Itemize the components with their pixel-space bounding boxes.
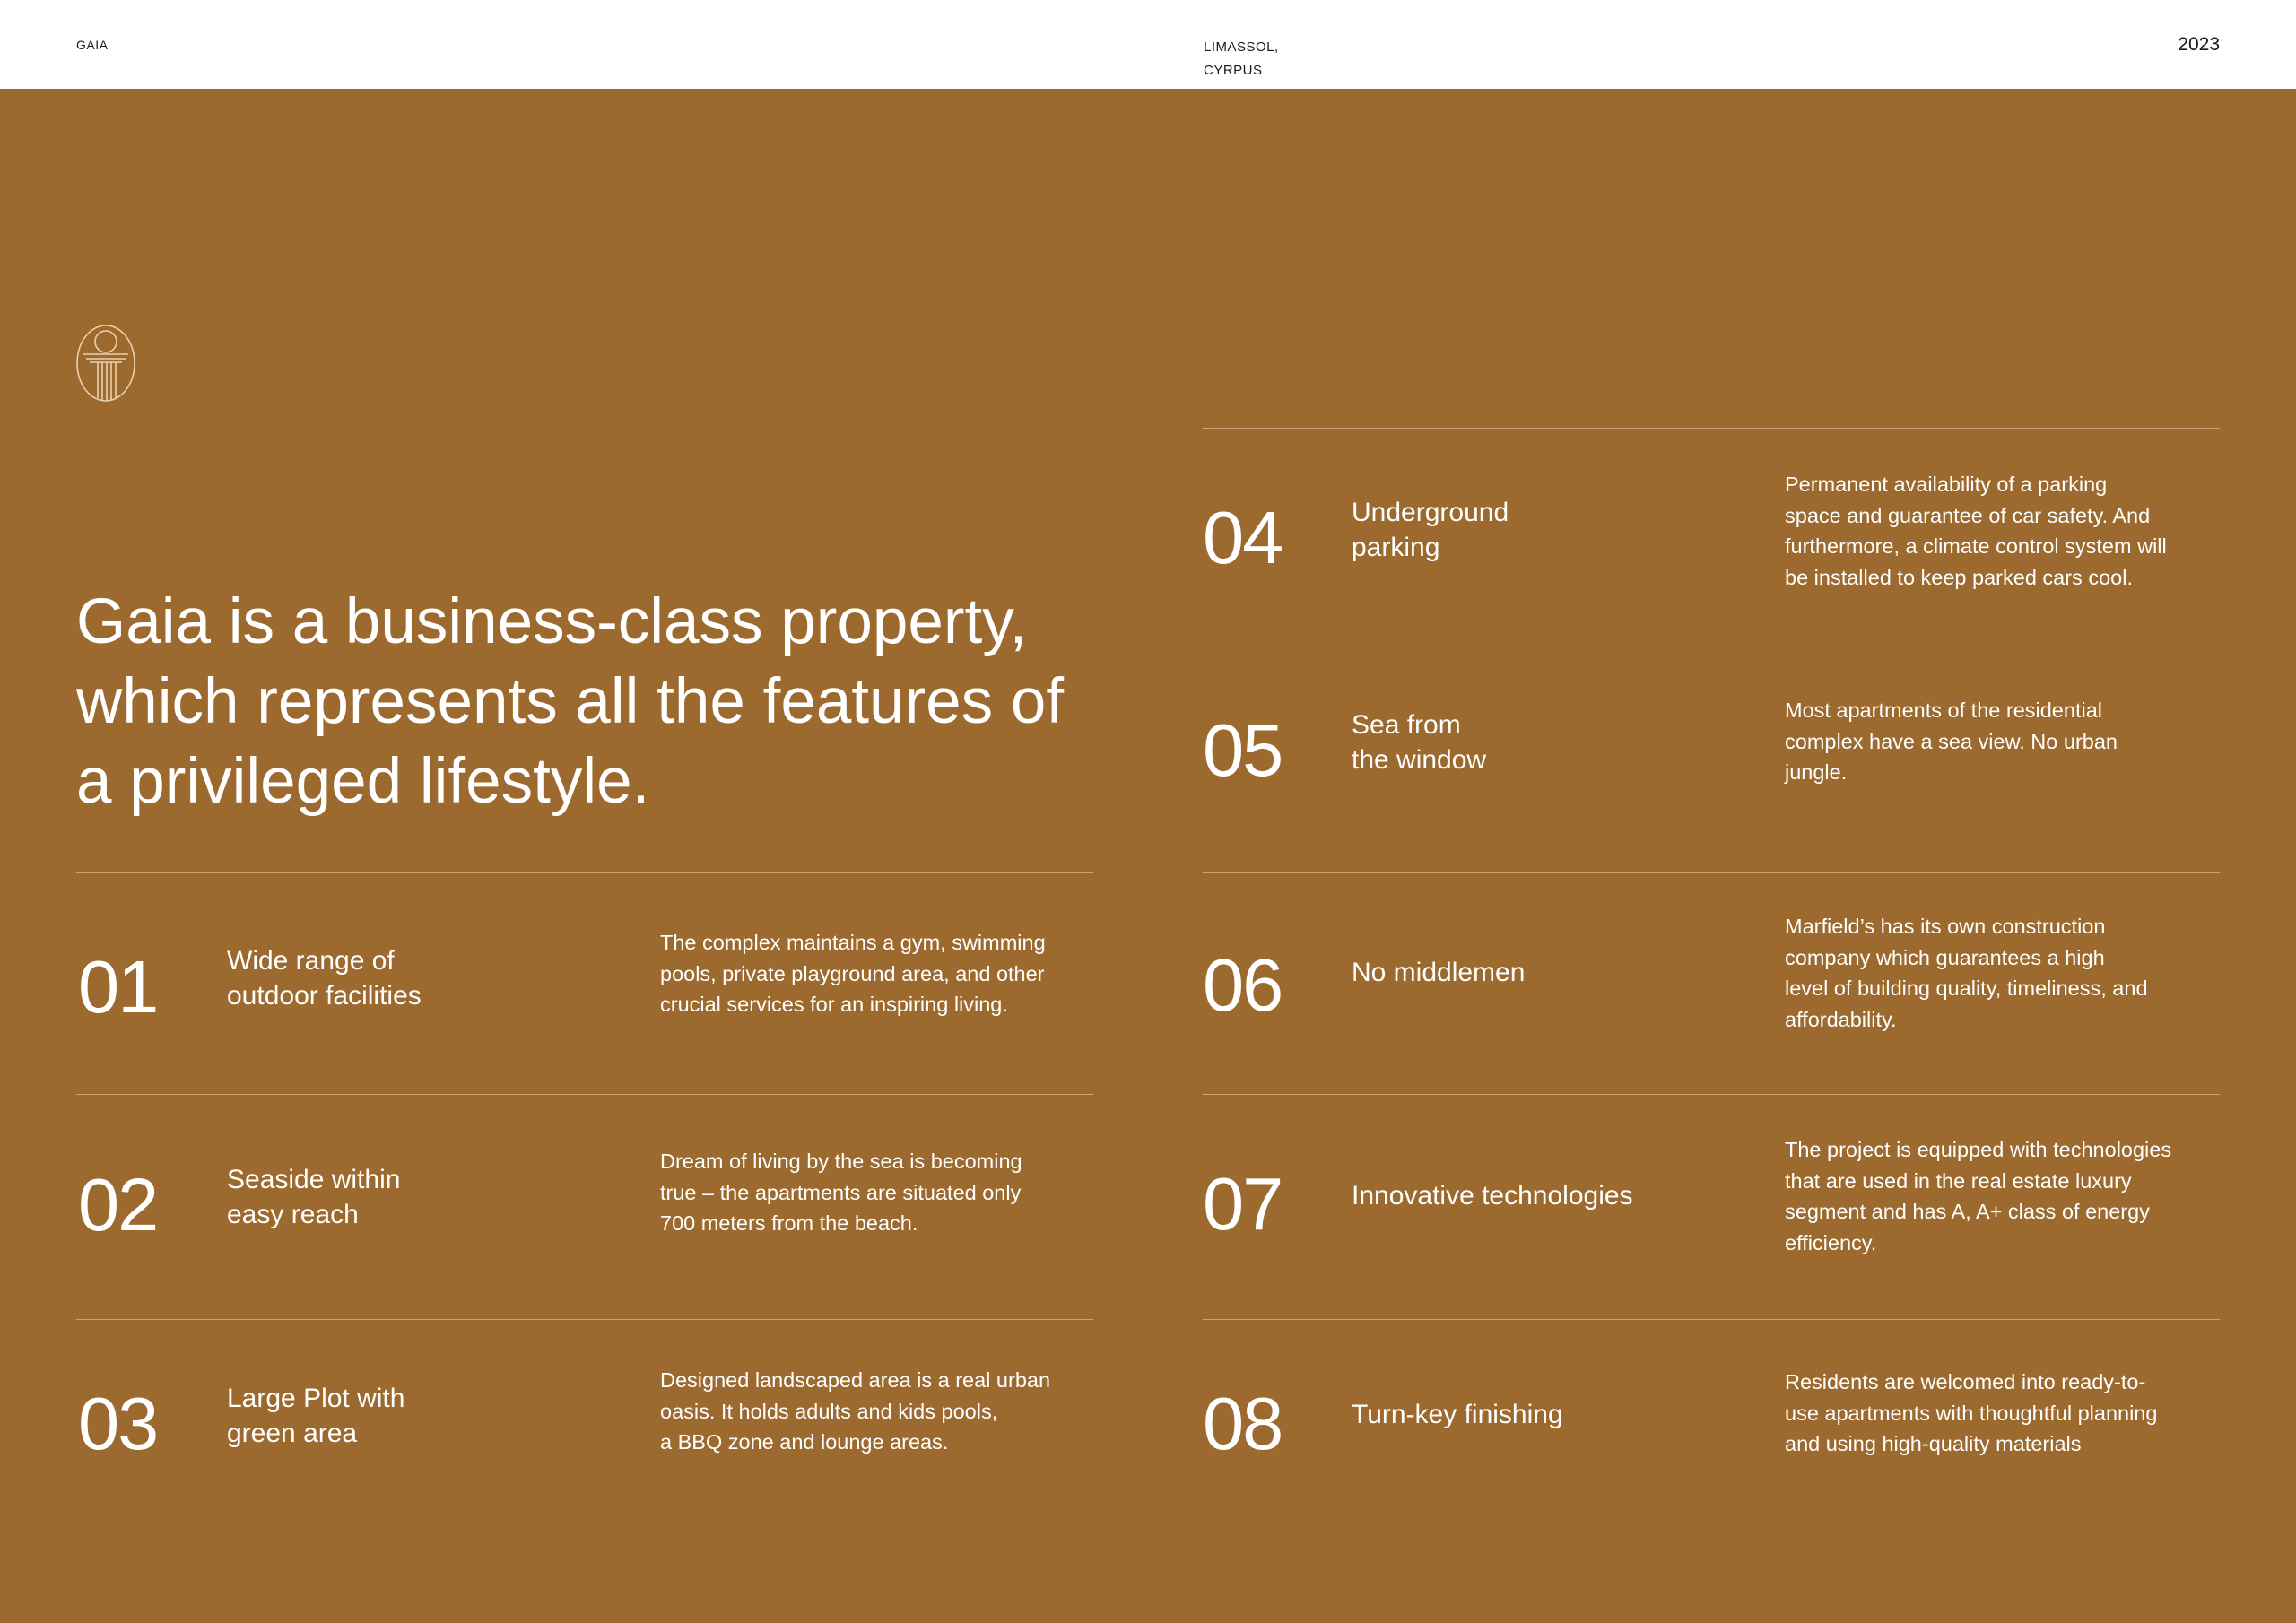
feature-description-line: Dream of living by the sea is becoming	[660, 1150, 1022, 1173]
feature-description	[1785, 1134, 2171, 1258]
feature-description-line: complex have a sea view. No urban	[1785, 729, 2118, 753]
feature-description	[1785, 695, 2118, 788]
divider	[1203, 1319, 2220, 1320]
feature-description-line: furthermore, a climate control system will	[1785, 534, 2167, 558]
feature-description	[1785, 911, 2148, 1035]
feature-number: 01	[78, 945, 158, 1028]
feature-description-line: use apartments with thoughtful planning	[1785, 1401, 2158, 1425]
feature-description-line: pools, private playground area, and other	[660, 961, 1045, 985]
feature-description-line: The project is equipped with technologies	[1785, 1138, 2172, 1161]
feature-number: 02	[78, 1163, 158, 1246]
feature-description-line: Marfield’s has its own construction	[1785, 915, 2106, 938]
feature-number: 05	[1203, 708, 1283, 792]
feature-description-line: a BBQ zone and lounge areas.	[660, 1430, 949, 1454]
headline: Gaia is a business-class property, which represents all the features of a privileged lifestyle.	[76, 586, 1065, 817]
feature-description	[660, 927, 1046, 1020]
feature-title	[1352, 1178, 1633, 1213]
feature-number: 06	[1203, 943, 1283, 1027]
feature-description-line: The complex maintains a gym, swimming	[660, 931, 1046, 954]
feature-description-line: space and guarantee of car safety. And	[1785, 503, 2151, 527]
feature-title-line: Seaside within	[227, 1165, 401, 1194]
location-line-1: LIMASSOL,	[1204, 39, 1279, 55]
feature-title	[227, 1162, 400, 1232]
feature-title-line: Wide range of	[227, 946, 395, 976]
feature-title-line: No middlemen	[1352, 958, 1526, 987]
feature-description-line: 700 meters from the beach.	[660, 1211, 918, 1235]
feature-title	[1352, 495, 1509, 565]
feature-description-line: affordability.	[1785, 1007, 1897, 1031]
feature-title	[227, 943, 422, 1013]
feature-description-line: oasis. It holds adults and kids pools,	[660, 1399, 998, 1423]
feature-description-line: that are used in the real estate luxury	[1785, 1168, 2132, 1193]
feature-title-line: parking	[1352, 533, 1440, 562]
feature-title-line: Innovative technologies	[1352, 1181, 1633, 1211]
year-label: 2023	[2178, 34, 2220, 55]
feature-description	[1785, 469, 2167, 593]
feature-description-line: crucial services for an inspiring living.	[660, 993, 1008, 1016]
feature-description-line: be installed to keep parked cars cool.	[1785, 565, 2133, 589]
feature-number: 08	[1203, 1382, 1283, 1465]
feature-title	[227, 1381, 404, 1451]
feature-title-line: Large Plot with	[227, 1384, 405, 1413]
divider	[76, 872, 1093, 873]
feature-title-line: the window	[1352, 745, 1487, 775]
feature-description-line: company which guarantees a high	[1785, 945, 2105, 969]
feature-description-line: Designed landscaped area is a real urban	[660, 1368, 1051, 1392]
brand-name: GAIA	[76, 38, 109, 52]
location-label	[1204, 36, 1279, 82]
feature-description-line: Residents are welcomed into ready-to-	[1785, 1370, 2146, 1393]
feature-description	[660, 1365, 1050, 1458]
divider	[76, 1319, 1093, 1320]
feature-description-line: Permanent availability of a parking	[1785, 473, 2108, 496]
feature-title-line: outdoor facilities	[227, 981, 422, 1011]
feature-description-line: Most apartments of the residential	[1785, 699, 2102, 722]
feature-description	[1785, 1367, 2157, 1460]
divider	[1203, 872, 2220, 873]
feature-number: 03	[78, 1382, 158, 1465]
feature-title	[1352, 707, 1486, 777]
location-line-2: CYRPUS	[1204, 63, 1263, 78]
feature-description	[660, 1146, 1022, 1239]
feature-title-line: Sea from	[1352, 710, 1461, 740]
divider	[1203, 1094, 2220, 1095]
feature-description-line: level of building quality, timeliness, and	[1785, 976, 2148, 1000]
divider	[1203, 428, 2220, 429]
top-bar	[0, 0, 2296, 89]
feature-description-line: efficiency.	[1785, 1230, 1877, 1254]
feature-title-line: green area	[227, 1419, 358, 1448]
content-panel	[0, 89, 2296, 1623]
feature-title-line: Turn-key finishing	[1352, 1400, 1563, 1429]
feature-number: 07	[1203, 1162, 1283, 1245]
feature-description-line: and using high-quality materials	[1785, 1432, 2082, 1455]
feature-title-line: Underground	[1352, 498, 1509, 527]
feature-title	[1352, 1397, 1563, 1432]
feature-title-line: easy reach	[227, 1200, 359, 1229]
column-emblem-icon	[76, 325, 135, 402]
feature-description-line: jungle.	[1785, 760, 1848, 784]
feature-description-line: segment and has A, A+ class of energy	[1785, 1200, 2150, 1223]
feature-title	[1352, 955, 1525, 990]
feature-number: 04	[1203, 496, 1283, 579]
divider	[76, 1094, 1093, 1095]
feature-description-line: true – the apartments are situated only	[660, 1180, 1022, 1204]
